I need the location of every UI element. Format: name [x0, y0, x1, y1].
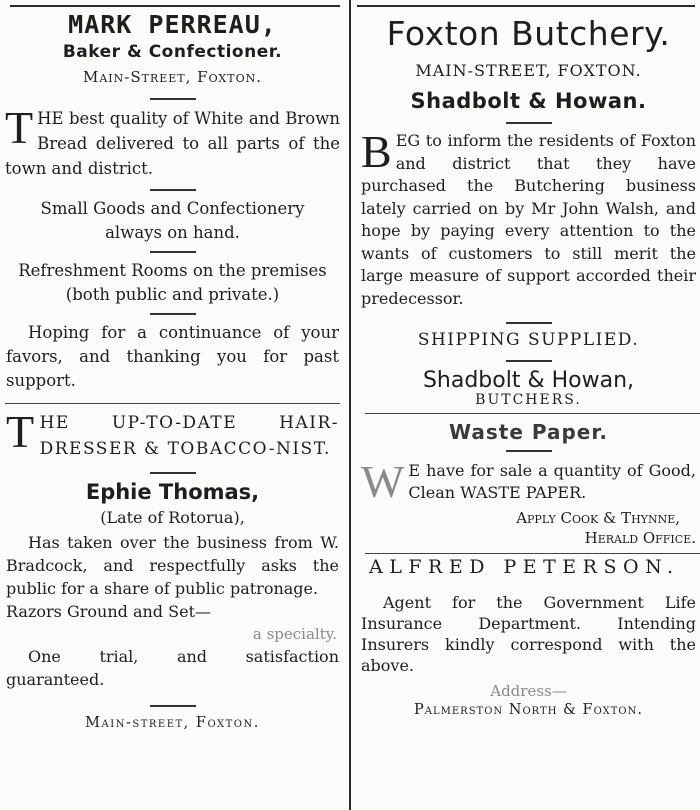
drop-cap: B: [361, 126, 392, 177]
waste-text: E have for sale a quantity of Good, Clean WASTE PAPER.: [408, 461, 696, 502]
separator: [150, 251, 196, 253]
drop-cap: T: [6, 406, 36, 457]
ephie-name: Ephie Thomas,: [85, 480, 260, 504]
perreau-address: Main-Street, Foxton.: [83, 68, 262, 86]
separator: [150, 98, 196, 100]
butchery-street: MAIN-STREET, FOXTON.: [415, 61, 642, 80]
trial-text: One trial, and satisfaction guaranteed.: [6, 647, 339, 689]
agent-text: Agent for the Government Life Insurance Department. Intending Insurers kindly correspond with the above.: [361, 593, 696, 675]
peterson-address: Palmerston North & Foxton.: [414, 702, 643, 718]
butchers-label: BUTCHERS.: [475, 392, 582, 408]
advert-divider: [365, 413, 700, 414]
separator: [150, 705, 196, 707]
separator: [150, 189, 196, 191]
specialty-text: a specialty.: [252, 625, 337, 643]
waste-paper-text: [357, 456, 700, 507]
separator: [506, 322, 552, 324]
alfred-peterson: ALFRED PETERSON.: [369, 556, 680, 578]
advert-divider: [365, 553, 700, 554]
left-column: [0, 0, 345, 731]
perreau-bread-paragraph: [0, 102, 345, 181]
butchery-firm: Shadbolt & Howan.: [410, 89, 647, 113]
late-of: (Late of Rotorua),: [100, 508, 245, 527]
separator: [506, 450, 552, 452]
hairdresser-text: HE UP-TO-DATE HAIR-DRESSER & TOBACCO-NIST.: [39, 413, 339, 459]
perreau-advert: [0, 10, 345, 393]
bread-text: HE best quality of White and Brown Bread delivered to all parts of the town and district.: [5, 109, 340, 178]
refreshment-text: Refreshment Rooms on the premises (both public and private.): [18, 261, 327, 304]
razors-text: Razors Ground and Set—: [6, 602, 211, 621]
waste-paper-advert: [357, 420, 700, 548]
apply-cook: Apply Cook & Thynne,: [516, 509, 680, 527]
peterson-advert: [357, 556, 700, 718]
drop-cap: T: [5, 102, 34, 153]
address-label: Address—: [490, 682, 567, 700]
beg-text: EG to inform the residents of Foxton and district that they have purchased the Butchering business lately carried on by Mr John Walsh, and hope by paying every attention to the wants of customers to still merit the large measure of support accorded their predecessor.: [361, 131, 696, 308]
hoping-text: Hoping for a continuance of your favors, and thanking you for past support.: [6, 323, 339, 390]
separator: [506, 360, 552, 362]
separator: [506, 122, 552, 124]
small-goods-text: Small Goods and Confectionery always on hand.: [40, 199, 305, 242]
advert-divider: [5, 403, 340, 404]
separator: [150, 313, 196, 315]
hairdresser-footer: Main-street, Foxton.: [85, 715, 260, 731]
butchery-firm-2: Shadbolt & Howan,: [422, 368, 635, 393]
hairdresser-advert: [0, 406, 345, 731]
butchery-paragraph: [357, 126, 700, 310]
right-column: [357, 0, 700, 718]
perreau-title: MARK PERREAU,: [68, 10, 277, 39]
waste-paper-title: Waste Paper.: [449, 420, 608, 444]
butchery-title: Foxton Butchery.: [386, 14, 671, 53]
hairdresser-heading: [0, 406, 345, 462]
perreau-subtitle: Baker & Confectioner.: [62, 42, 283, 62]
shipping-supplied: SHIPPING SUPPLIED.: [417, 330, 640, 350]
herald-office: Herald Office.: [584, 529, 696, 547]
column-divider: [349, 0, 351, 810]
drop-cap: W: [361, 456, 405, 507]
butchery-advert: [357, 14, 700, 408]
taken-over-text: Has taken over the business from W. Bradcock, and respectfully asks the public for a share of public patronage.: [6, 533, 339, 598]
separator: [150, 472, 196, 474]
